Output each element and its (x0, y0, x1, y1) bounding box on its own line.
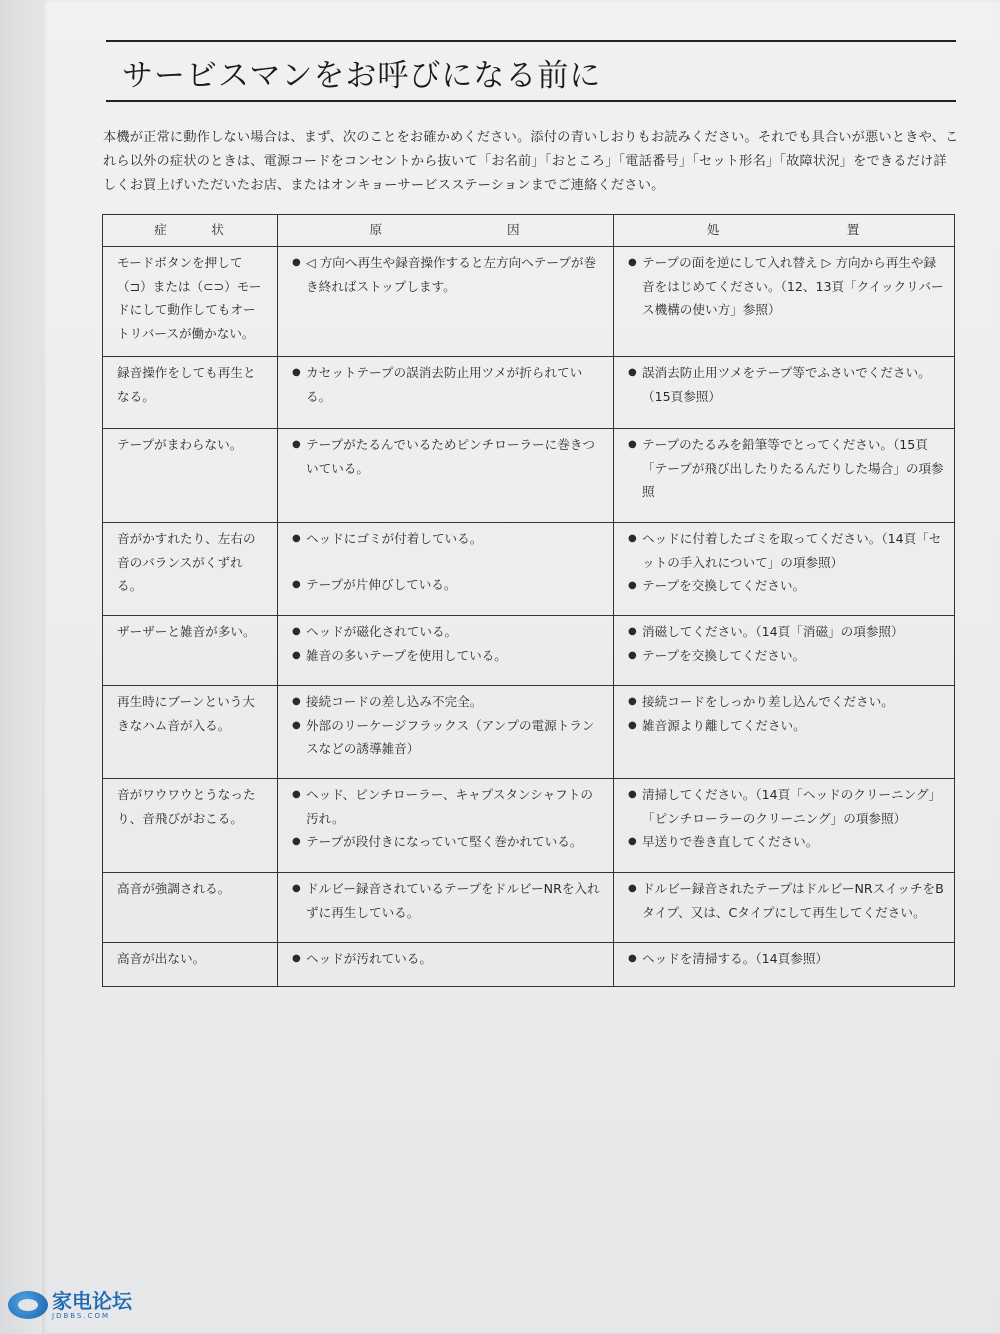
symptom-cell: モードボタンを押して（⊐）または（⊂⊃）モードにして動作してもオートリバースが働かない。 (103, 247, 278, 357)
table-row (103, 357, 955, 429)
table-row (103, 943, 955, 987)
cause-item: ● 外部のリーケージフラックス（アンプの電源トランスなどの誘導雑音） (292, 714, 603, 761)
remedy-cell (614, 943, 955, 987)
remedy-cell (614, 686, 955, 779)
symptom-cell: ザーザーと雑音が多い。 (103, 616, 278, 686)
symptom-cell: テープがまわらない。 (103, 429, 278, 523)
header-cause: 原 因 (278, 215, 614, 247)
table-row (103, 873, 955, 943)
cause-cell (278, 523, 614, 616)
logo-name-cn: 家电论坛 (52, 1289, 132, 1313)
header-remedy: 処 置 (614, 215, 955, 247)
remedy-cell (614, 779, 955, 873)
remedy-cell (614, 429, 955, 523)
remedy-cell (614, 523, 955, 616)
table-row (103, 247, 955, 357)
cause-item: ● ヘッドが汚れている。 (292, 947, 603, 971)
remedy-cell (614, 616, 955, 686)
symptom-cell: 音がかすれたり、左右の音のバランスがくずれる。 (103, 523, 278, 616)
table-header-row (103, 215, 955, 247)
logo-icon (8, 1291, 48, 1319)
remedy-item: ● 早送りで巻き直してください。 (628, 830, 944, 854)
cause-cell (278, 686, 614, 779)
table-row (103, 616, 955, 686)
cause-item: ● ヘッド、ピンチローラー、キャプスタンシャフトの汚れ。 (292, 783, 603, 830)
table-row (103, 779, 955, 873)
troubleshooting-table (102, 214, 955, 987)
remedy-item: ● テープを交換してください。 (628, 644, 944, 668)
symptom-cell: 再生時にブーンという大きなハム音が入る。 (103, 686, 278, 779)
remedy-cell (614, 247, 955, 357)
cause-cell (278, 779, 614, 873)
remedy-cell (614, 357, 955, 429)
remedy-item: ● 誤消去防止用ツメをテープ等でふさいでください。（15頁参照） (628, 361, 944, 408)
remedy-item: ● テープを交換してください。 (628, 574, 944, 598)
table-row (103, 429, 955, 523)
remedy-item: ● 接続コードをしっかり差し込んでください。 (628, 690, 944, 714)
cause-cell (278, 247, 614, 357)
cause-item: ● ◁ 方向へ再生や録音操作すると左方向へテープが巻き終ればストップします。 (292, 251, 603, 298)
cause-cell (278, 943, 614, 987)
remedy-item: ● 消磁してください。（14頁「消磁」の項参照） (628, 620, 944, 644)
cause-cell (278, 429, 614, 523)
remedy-item: ● テープの面を逆にして入れ替え ▷ 方向から再生や録音をはじめてください。（12、13頁「クイックリバース機構の使い方」参照） (628, 251, 944, 322)
remedy-item: ● 清掃してください。（14頁「ヘッドのクリーニング」「ピンチローラーのクリーニング」の項参照） (628, 783, 944, 830)
remedy-item: ● ヘッドに付着したゴミを取ってください。（14頁「セットの手入れについて」の項参照） (628, 527, 944, 574)
cause-item: ● テープが片伸びしている。 (292, 573, 603, 597)
remedy-item: ● ヘッドを清掃する。（14頁参照） (628, 947, 944, 971)
title-rule-bottom (106, 100, 956, 102)
cause-item: ● 雑音の多いテープを使用している。 (292, 644, 603, 668)
binding-fold (0, 0, 42, 1334)
remedy-item: ● 雑音源より離してください。 (628, 714, 944, 738)
cause-cell (278, 873, 614, 943)
title-rule-top (106, 40, 956, 42)
cause-item: ● テープが段付きになっていて堅く巻かれている。 (292, 830, 603, 854)
intro-paragraph: 本機が正常に動作しない場合は、まず、次のことをお確かめください。添付の青いしおりもお読みください。それでも具合いが悪いときや、これら以外の症状のときは、電源コードをコンセントから抜いて「お名前」「おところ」「電話番号」「セット形名」「故障状況」をできるだけ詳しくお買上げいただいたお店、またはオンキョーサービスステーションまでご連絡ください。 (103, 130, 959, 193)
page-title: サービスマンをお呼びになる前に (122, 58, 602, 94)
table-row (103, 523, 955, 616)
cause-item: ● ヘッドにゴミが付着している。 (292, 527, 603, 551)
cause-item: ● カセットテープの誤消去防止用ツメが折られている。 (292, 361, 603, 408)
remedy-item: ● テープのたるみを鉛筆等でとってください。（15頁「テープが飛び出したりたるんだりした場合」の項参照 (628, 433, 944, 504)
symptom-cell: 録音操作をしても再生となる。 (103, 357, 278, 429)
forum-watermark-logo (8, 1290, 132, 1320)
logo-name-en: JDBBS.COM (52, 1312, 111, 1320)
cause-item: ● ヘッドが磁化されている。 (292, 620, 603, 644)
cause-item: ● テープがたるんでいるためピンチローラーに巻きついている。 (292, 433, 603, 480)
cause-cell (278, 616, 614, 686)
remedy-cell (614, 873, 955, 943)
remedy-item: ● ドルビー録音されたテープはドルビーNRスイッチをBタイプ、又は、Cタイプにして再生してください。 (628, 877, 944, 924)
table-row (103, 686, 955, 779)
symptom-cell: 高音が強調される。 (103, 873, 278, 943)
cause-cell (278, 357, 614, 429)
header-symptom: 症 状 (103, 215, 278, 247)
symptom-cell: 音がワウワウとうなったり、音飛びがおこる。 (103, 779, 278, 873)
symptom-cell: 高音が出ない。 (103, 943, 278, 987)
cause-item: ● ドルビー録音されているテープをドルビーNRを入れずに再生している。 (292, 877, 603, 924)
cause-item: ● 接続コードの差し込み不完全。 (292, 690, 603, 714)
